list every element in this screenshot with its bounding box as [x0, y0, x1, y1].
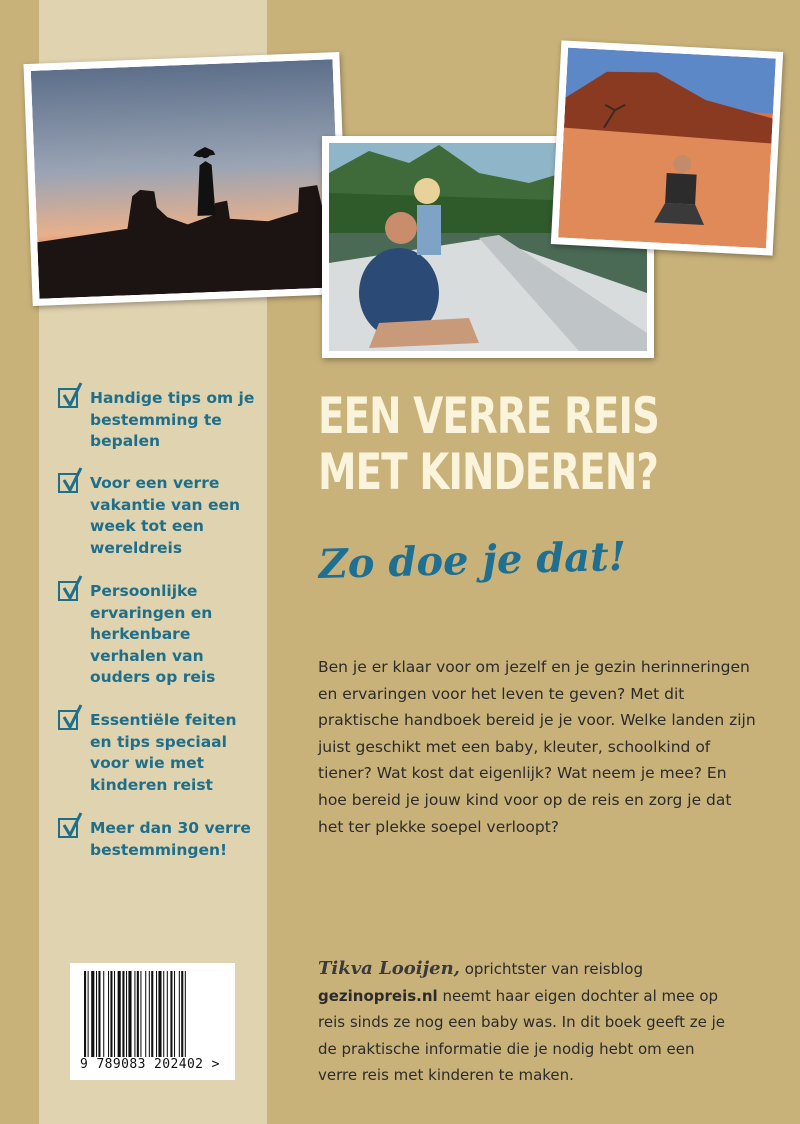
checklist-item-text: Handige tips om je bestemming te bepalen — [90, 389, 255, 450]
feature-checklist — [58, 388, 258, 862]
author-bio — [318, 956, 738, 1089]
checkbox-icon — [58, 710, 78, 730]
author-role: oprichtster van reisblog — [459, 960, 643, 978]
checkbox-icon — [58, 388, 78, 408]
headline-line-1: EEN VERRE REIS — [318, 387, 659, 445]
photo-desert-sunset — [23, 52, 348, 306]
headline-line-2: MET KINDEREN? — [318, 443, 658, 501]
book-headline — [318, 388, 722, 500]
desert-sunset-image — [31, 59, 342, 298]
blog-link[interactable]: gezinopreis.nl — [318, 986, 438, 1005]
photo-red-desert — [551, 40, 783, 255]
checkbox-icon — [58, 581, 78, 601]
checkbox-icon — [58, 473, 78, 493]
checklist-item — [58, 710, 258, 796]
checkbox-icon — [58, 818, 78, 838]
isbn-barcode — [70, 963, 235, 1080]
author-name: Tikva Looijen, — [318, 958, 460, 979]
red-desert-image — [558, 48, 776, 249]
book-subtitle: Zo doe je dat! — [318, 532, 627, 588]
checklist-item-text: Voor een verre vakantie van een week tot een wereldreis — [90, 474, 241, 557]
checklist-item-text: Persoonlijke ervaringen en herkenbare verhalen van ouders op reis — [90, 582, 216, 686]
isbn-number: 9 789083 202402 > — [80, 1057, 220, 1072]
checklist-item-text: Essentiële feiten en tips speciaal voor wie met kinderen reist — [90, 711, 237, 794]
author-text: neemt haar eigen dochter al mee op reis sinds ze nog een baby was. In dit boek geeft ze je de praktische informatie die je nodig hebt om een verre reis met kinderen te maken. — [318, 986, 726, 1085]
checklist-item-text: Meer dan 30 verre bestemmingen! — [90, 819, 251, 859]
checklist-item — [58, 581, 258, 689]
checklist-item — [58, 473, 258, 559]
blurb-text: Ben je er klaar voor om jezelf en je gezin herinneringen en ervaringen voor het leven te geven? Met dit praktische handboek bereid je je voor. Welke landen zijn juist geschikt met een baby, kleuter, schoolkind of tiener? Wat kost dat eigenlijk? Wat neem je mee? En hoe bereid je jouw kind voor op de reis en zorg je dat het ter plekke soepel verloopt? — [318, 658, 756, 836]
checklist-item — [58, 388, 258, 452]
barcode-icon — [84, 971, 224, 1057]
checklist-item — [58, 818, 258, 862]
